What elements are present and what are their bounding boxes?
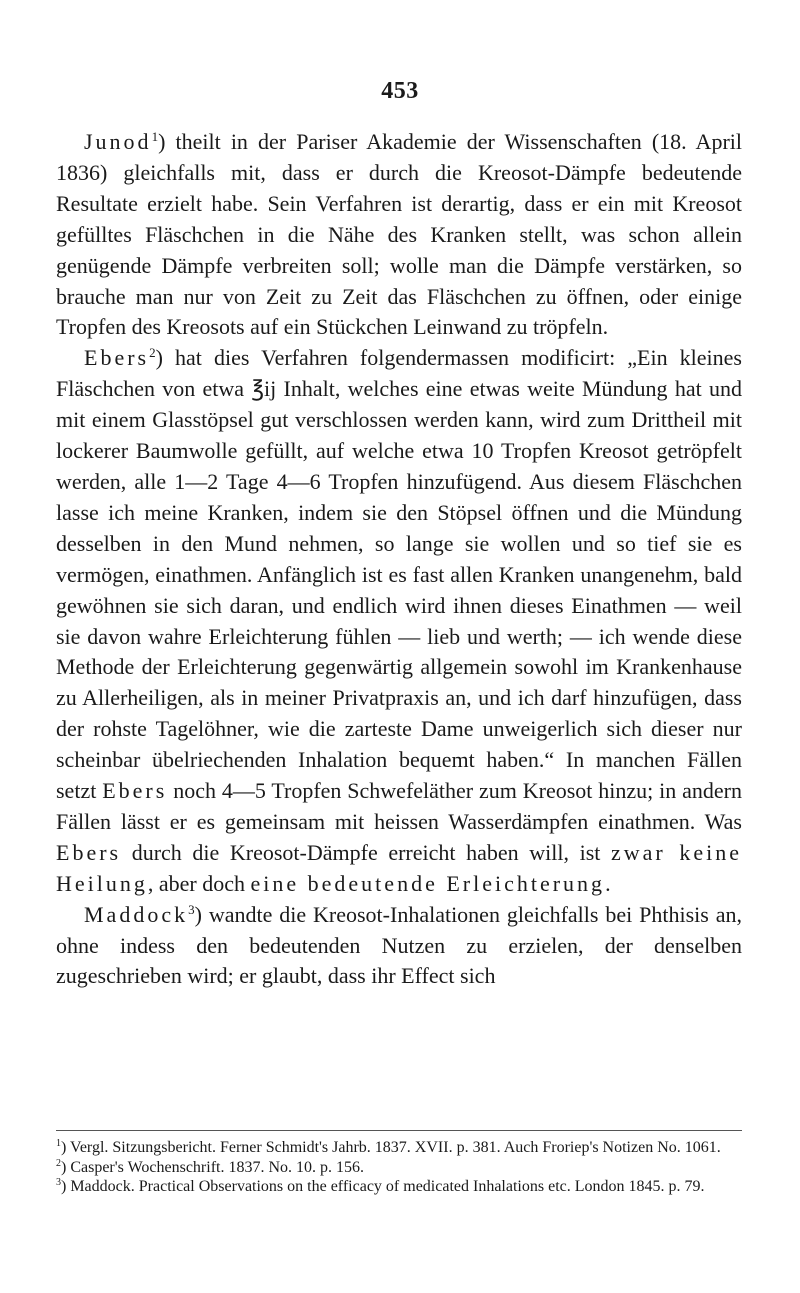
footnote-text: ) Vergl. Sitzungsbericht. Ferner Schmidt's Jahrb. 1837. XVII. p. 381. Auch Froriep's Notizen No. 1061. [61,1139,721,1156]
author-name: Ebers [84,345,150,371]
footnote-ref: 1 [151,129,159,144]
footnote [56,1158,742,1178]
page-number: 453 [381,78,419,104]
paragraph-text: . [605,870,611,896]
emphasis-text: zwar keine Heilung [56,839,743,896]
paragraph-text: , aber doch [147,870,246,896]
paragraph-text: ) wandte die Kreosot-Inhalationen gleichfalls bei Phthisis an, ohne indess den bedeutenden Nutzen zu erzielen, der denselben zugeschrieben wird; er glaubt, dass ihr Effect sich [56,901,742,989]
author-name: Maddock [84,901,189,927]
footnote [56,1177,742,1197]
footnote-text: ) Casper's Wochenschrift. 1837. No. 10. p. 156. [61,1158,365,1176]
footnote-text: ) Maddock. Practical Observations on the efficacy of medicated Inhalations etc. London 1845. p. 79. [61,1178,705,1195]
footnote-divider [56,1130,742,1131]
author-name: Junod [84,129,152,154]
paragraph-junod [56,127,742,343]
footnote [56,1138,742,1158]
footnote-ref: 2 [149,345,156,361]
paragraph-text: noch 4—5 Tropfen Schwefeläther zum Kreosot hinzu; in andern Fällen lässt er es gemeinsam mit heissen Wasserdämpfen einathmen. Was [56,778,743,834]
emphasis-text: eine bedeutende Erleichterung [250,870,606,896]
footnote-mark: 1 [56,1138,61,1149]
paragraph-ebers [56,343,742,899]
footnotes [56,1138,742,1197]
footnote-mark: 3 [56,1177,61,1188]
footnote-ref: 3 [188,901,195,917]
body-text [56,127,742,992]
footnote-mark: 2 [56,1157,61,1169]
author-name: Ebers [102,778,168,804]
paragraph-maddock [56,900,742,993]
paragraph-text: durch die Kreosot-Dämpfe erreicht haben will, ist [121,839,601,865]
paragraph-text: ) hat dies Verfahren folgendermassen modificirt: „Ein kleines Fläschchen von etwa ℥ij Inhalt, welches eine etwas weite Mündung hat und mit einem Glasstöpsel gut verschlossen werden kann, wird zum Drittheil mit lockerer Baumwolle gefüllt, auf welche etwa 10 Tropfen Kreosot getröpfelt werden, alle 1—2 Tage 4—6 Tropfen hinzufügend. Aus diesem Fläschchen lasse ich meine Kranken, indem sie den Stöpsel öffnen und die Mündung desselben in den Mund nehmen, so lange sie wollen und so tief sie es vermögen, einathmen. Anfänglich ist es fast allen Kranken unangenehm, bald gewöhnen sie sich daran, und endlich wird ihnen dieses Einathmen — weil sie davon wahre Erleichterung fühlen — lieb und werth; — ich wende diese Methode der Erleichterung gegenwärtig allgemein sowohl im Krankenhause zu Allerheiligen, als in meiner Privatpraxis an, und ich darf hinzufügen, dass der rohste Tagelöhner, wie die zarteste Dame unweigerlich sich dieser nur scheinbar übelriechenden Inhalation bequemt haben.“ In manchen Fällen setzt [56,345,742,804]
author-name: Ebers [56,839,122,865]
paragraph-text: ) theilt in der Pariser Akademie der Wissenschaften (18. April 1836) gleichfalls mit, dass er durch die Kreosot-Dämpfe bedeutende Resultate erzielt habe. Sein Verfahren ist derartig, dass er ein mit Kreosot gefülltes Fläschchen in die Nähe des Kranken stellt, was schon allein genügende Dämpfe verbreiten soll; wolle man die Dämpfe verstärken, so brauche man nur von Zeit zu Zeit das Fläschchen zu öffnen, oder einige Tropfen des Kreosots auf ein Stückchen Leinwand zu tröpfeln. [56,129,742,340]
